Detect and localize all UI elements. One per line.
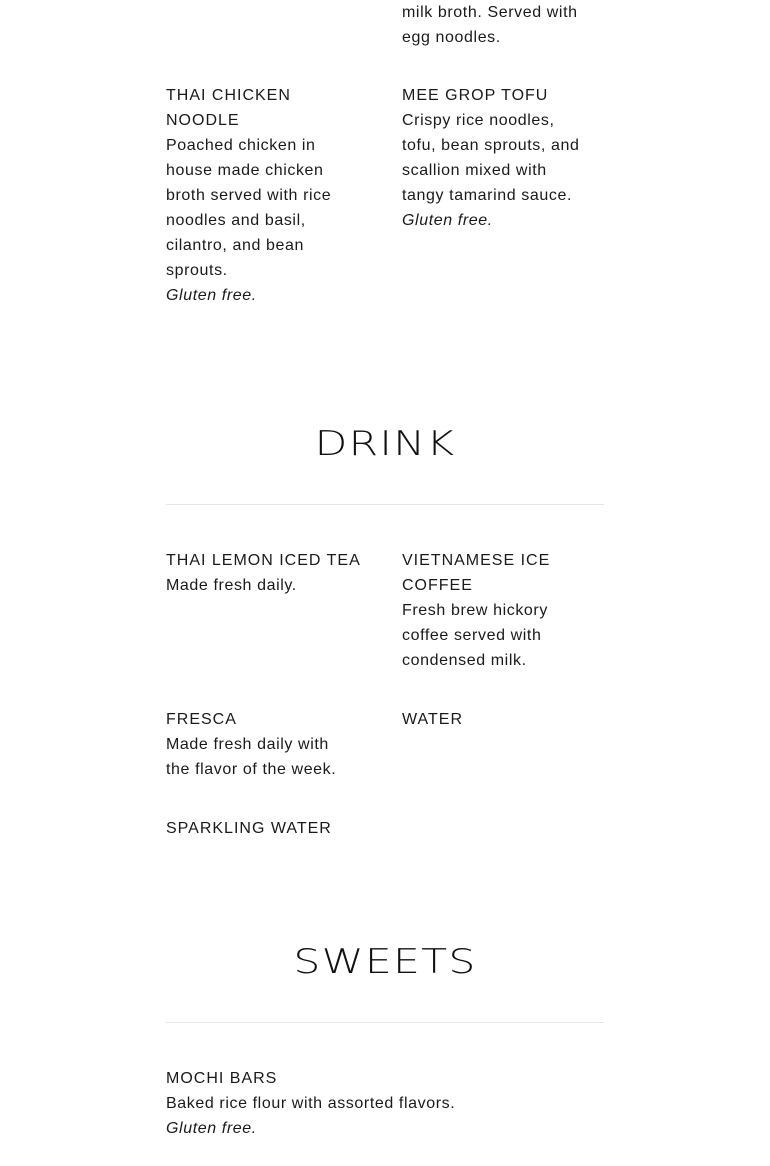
item-name: MOCHI BARS (166, 1070, 278, 1087)
item-description-line: tangy tamarind sauce. (402, 187, 573, 204)
menu-item-sparkling-water (166, 816, 371, 841)
item-name-line: THAI CHICKEN (166, 87, 291, 104)
item-description-line: milk broth. Served with (402, 4, 578, 21)
item-dietary-note: Gluten free. (166, 287, 257, 304)
section-title-drink: DRINK (314, 424, 456, 464)
item-description: Baked rice flour with assorted flavors. (166, 1095, 456, 1112)
item-description-line: broth served with rice (166, 187, 332, 204)
item-description: Made fresh daily. (166, 577, 297, 594)
section-title-sweets: SWEETS (293, 942, 477, 982)
item-description-line: noodles and basil, (166, 212, 306, 229)
menu-item-mochi-bars (166, 1066, 606, 1141)
item-name-line: COFFEE (402, 577, 473, 594)
item-name: SPARKLING WATER (166, 820, 332, 837)
item-description-line: condensed milk. (402, 652, 527, 669)
menu-item-partial (402, 0, 607, 50)
item-description-line: tofu, bean sprouts, and (402, 137, 580, 154)
item-description-line: scallion mixed with (402, 162, 547, 179)
item-dietary-note: Gluten free. (166, 1120, 257, 1137)
item-description-line: house made chicken (166, 162, 324, 179)
section-divider (166, 504, 604, 505)
menu-item-fresca (166, 707, 371, 782)
menu-item-mee-grop-tofu (402, 83, 607, 233)
menu-item-water (402, 707, 607, 732)
menu-item-thai-chicken-noodle (166, 83, 371, 308)
item-name: THAI LEMON ICED TEA (166, 552, 361, 569)
item-description-line: coffee served with (402, 627, 542, 644)
item-description-line: Fresh brew hickory (402, 602, 548, 619)
item-description-line: sprouts. (166, 262, 228, 279)
item-name-line: NOODLE (166, 112, 240, 129)
section-divider (166, 1022, 604, 1023)
item-name: MEE GROP TOFU (402, 87, 549, 104)
item-description-line: Crispy rice noodles, (402, 112, 555, 129)
item-description-line: Poached chicken in (166, 137, 316, 154)
item-dietary-note: Gluten free. (402, 212, 493, 229)
item-name-line: VIETNAMESE ICE (402, 552, 551, 569)
item-description-line: egg noodles. (402, 29, 501, 46)
item-name: WATER (402, 711, 463, 728)
item-description-line: the flavor of the week. (166, 761, 337, 778)
menu-item-thai-lemon-iced-tea (166, 548, 371, 598)
item-name: FRESCA (166, 711, 237, 728)
menu-item-vietnamese-ice-coffee (402, 548, 607, 673)
item-description-line: cilantro, and bean (166, 237, 305, 254)
item-description-line: Made fresh daily with (166, 736, 329, 753)
